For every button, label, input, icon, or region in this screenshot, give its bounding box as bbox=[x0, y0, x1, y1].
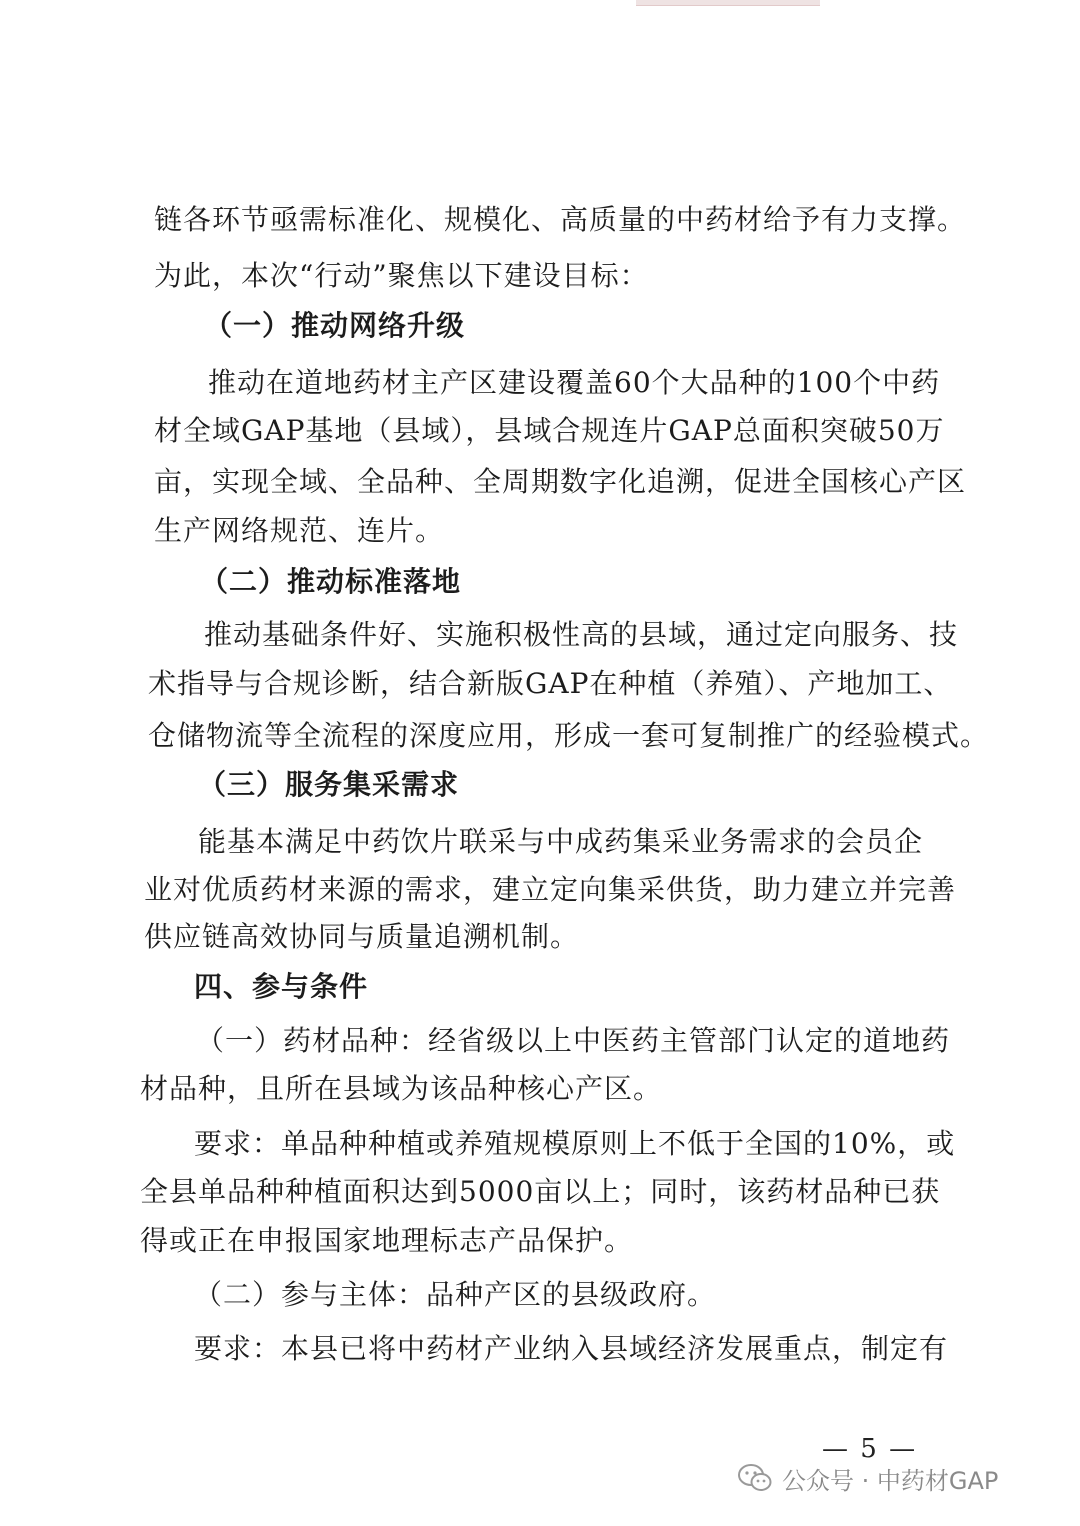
body-line: 推动基础条件好、实施积极性高的县域，通过定向服务、技 bbox=[204, 618, 959, 651]
body-line: 全县单品种种植面积达到5000亩以上；同时，该药材品种已获 bbox=[140, 1175, 941, 1208]
body-line: 要求：单品种种植或养殖规模原则上不低于全国的10%，或 bbox=[194, 1127, 956, 1160]
body-line: 亩，实现全域、全品种、全周期数字化追溯，促进全国核心产区 bbox=[154, 465, 967, 498]
watermark-text: 公众号 · 中药材GAP bbox=[782, 1466, 999, 1495]
body-line: 业对优质药材来源的需求，建立定向集采供货，助力建立并完善 bbox=[144, 873, 957, 906]
body-line: 推动在道地药材主产区建设覆盖60个大品种的100个中药 bbox=[208, 366, 941, 399]
top-edge-mark bbox=[636, 0, 820, 6]
body-line: 供应链高效协同与质量追溯机制。 bbox=[144, 920, 580, 953]
body-line: 为此，本次“行动”聚焦以下建设目标： bbox=[154, 259, 649, 292]
body-line: 术指导与合规诊断，结合新版GAP在种植（养殖）、产地加工、 bbox=[148, 667, 953, 700]
body-line: 能基本满足中药饮片联采与中成药集采业务需求的会员企 bbox=[198, 825, 924, 858]
body-line: 材品种，且所在县域为该品种核心产区。 bbox=[140, 1072, 663, 1105]
wechat-icon bbox=[738, 1463, 772, 1493]
section-heading-participation: 四、参与条件 bbox=[194, 970, 369, 1003]
subheading-network-upgrade: （一）推动网络升级 bbox=[204, 309, 466, 342]
subheading-procurement-demand: （三）服务集采需求 bbox=[198, 768, 460, 801]
body-line: 材全域GAP基地（县域），县域合规连片GAP总面积突破50万 bbox=[154, 414, 945, 447]
body-line: 得或正在申报国家地理标志产品保护。 bbox=[140, 1224, 634, 1257]
body-line: （二）参与主体：品种产区的县级政府。 bbox=[194, 1278, 717, 1311]
body-line: 仓储物流等全流程的深度应用，形成一套可复制推广的经验模式。 bbox=[148, 719, 990, 752]
body-line: 要求：本县已将中药材产业纳入县域经济发展重点，制定有 bbox=[194, 1332, 949, 1365]
body-line: （一）药材品种：经省级以上中医药主管部门认定的道地药 bbox=[196, 1024, 951, 1057]
body-line: 链各环节亟需标准化、规模化、高质量的中药材给予有力支撑。 bbox=[154, 203, 967, 236]
page-number: — 5 — bbox=[822, 1434, 918, 1464]
body-line: 生产网络规范、连片。 bbox=[154, 514, 445, 547]
subheading-standard-landing: （二）推动标准落地 bbox=[200, 565, 462, 598]
watermark bbox=[738, 1458, 998, 1498]
